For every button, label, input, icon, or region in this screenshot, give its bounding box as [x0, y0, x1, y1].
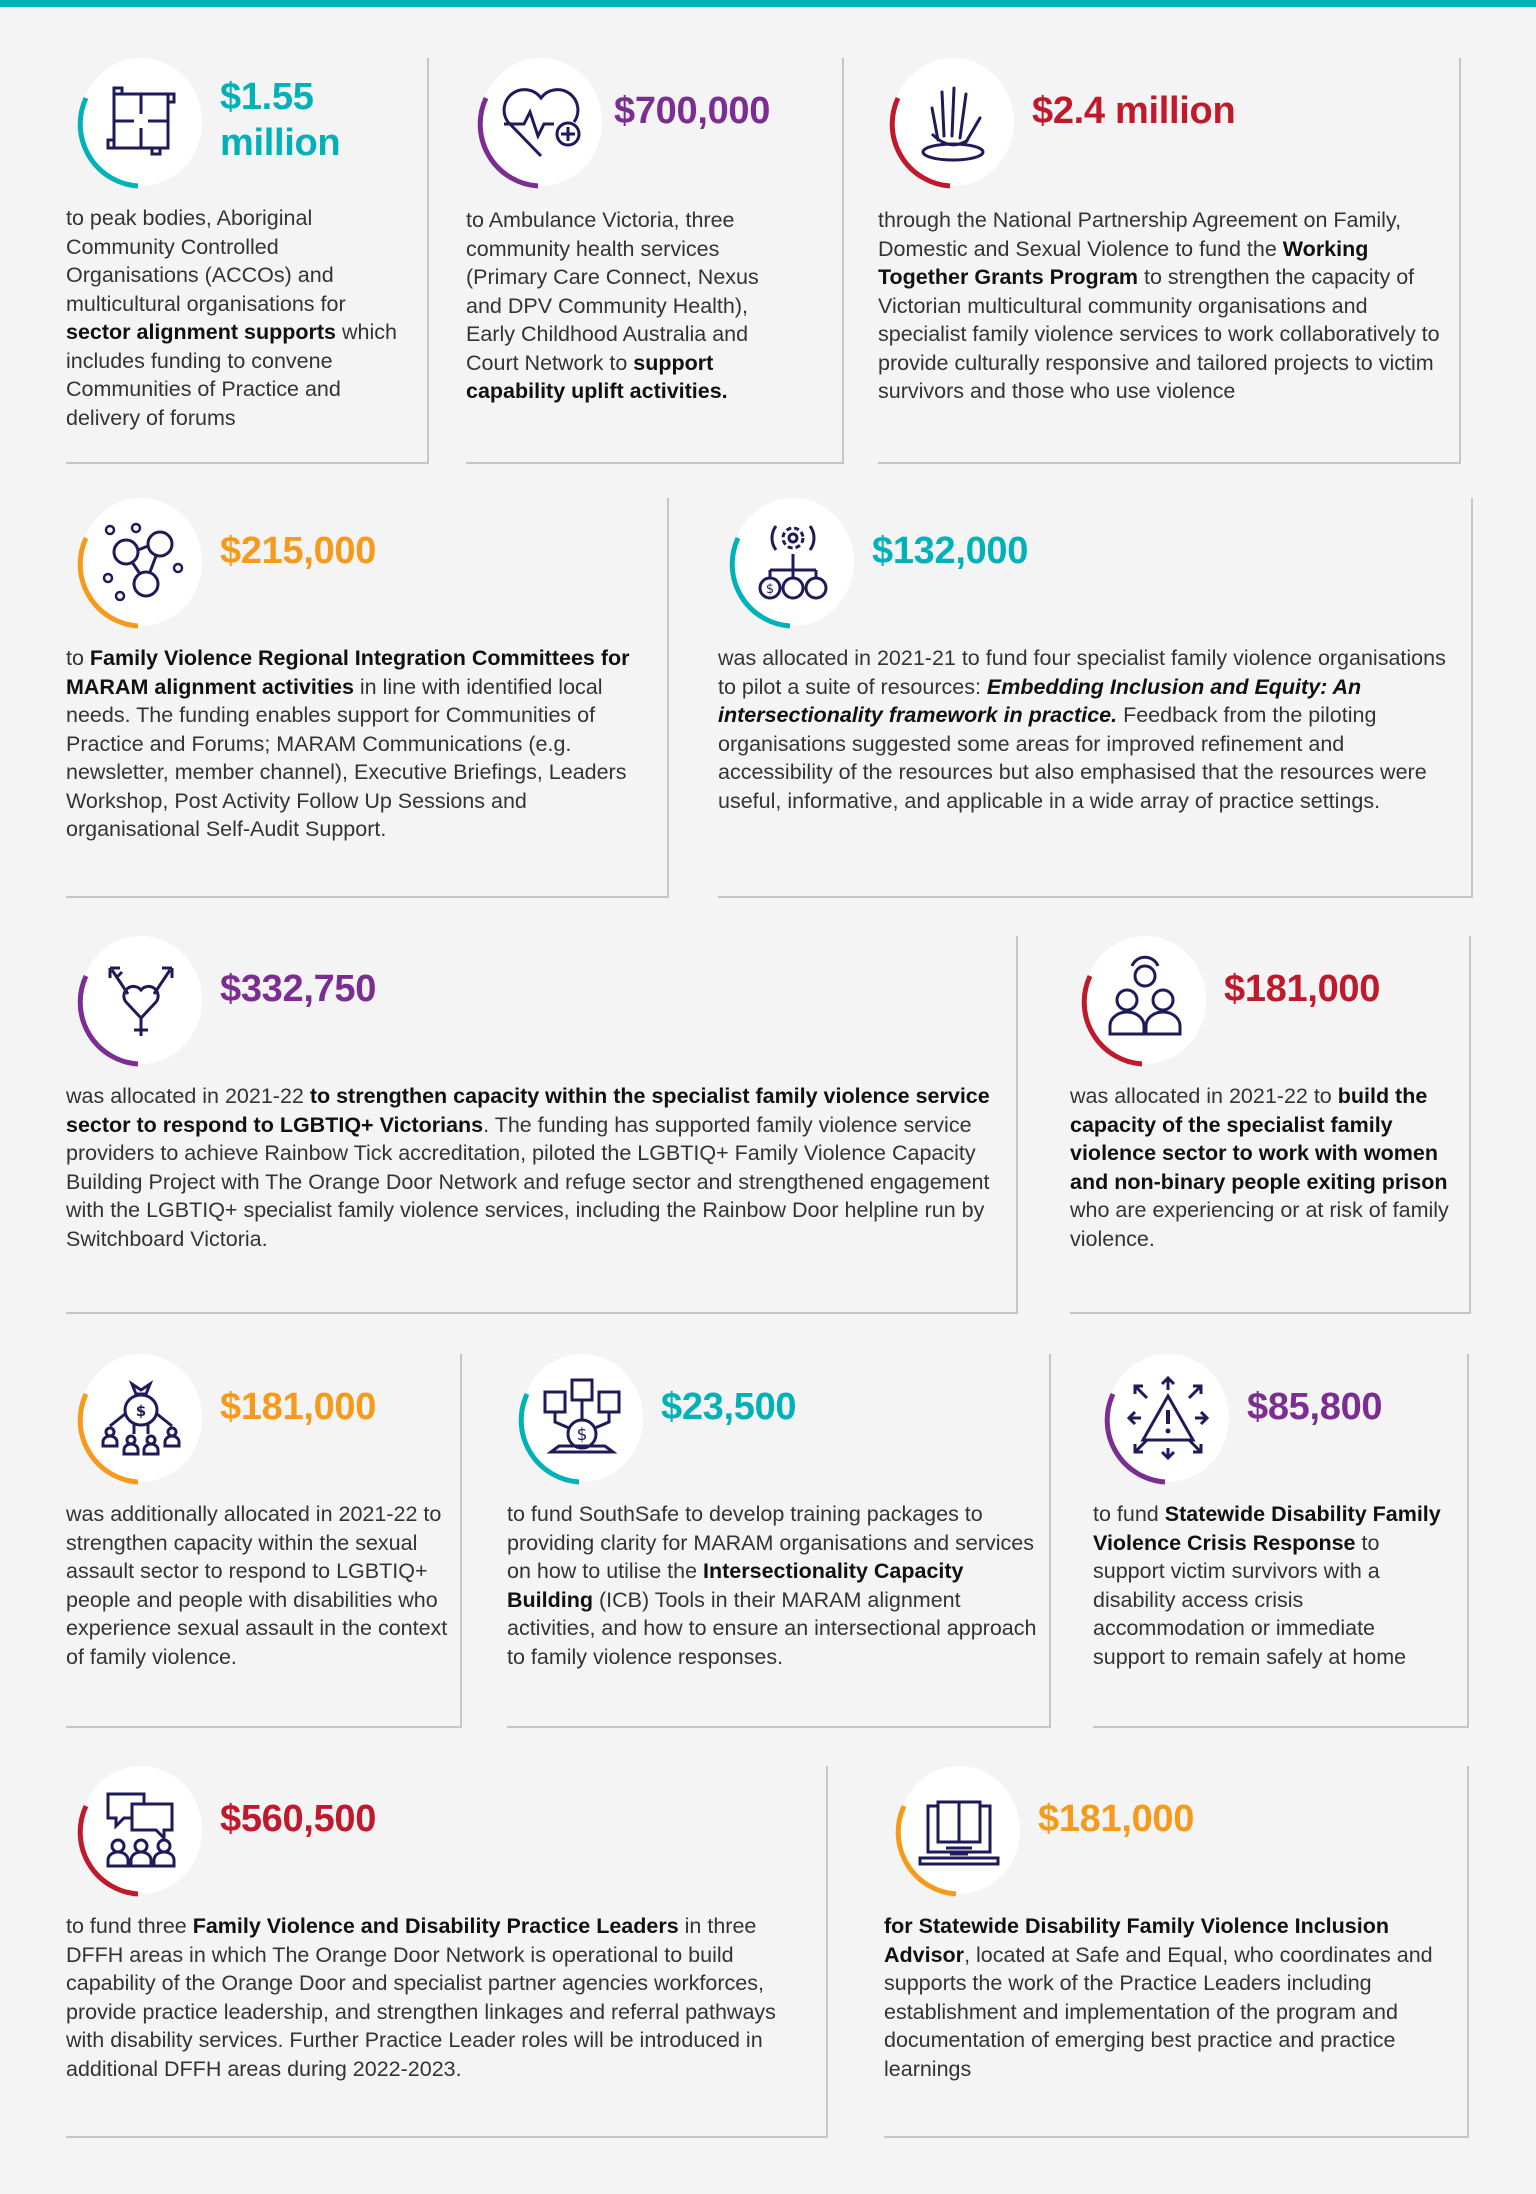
emphasis-text: Intersectionality Capacity Building [507, 1559, 964, 1612]
funding-card [66, 58, 429, 464]
warning-arrows-glyph [1125, 1372, 1211, 1462]
funding-description: to fund Statewide Disability Family Violence Crisis Response to support victim survivors with a disability access crisis accommodation or immediate support to remain safely at home [1093, 1502, 1441, 1669]
svg-text:$: $ [765, 582, 775, 597]
funding-description: to fund SouthSafe to develop training packages to providing clarity for MARAM organisations and services on how to utilise the Intersectionality Capacity Building (ICB) Tools in their MARAM alignment activities, and how to ensure an intersectional approach to family violence responses. [507, 1502, 1037, 1669]
funding-description: to peak bodies, Aboriginal Community Controlled Organisations (ACCOs) and multicultural organisations for sector alignment supports which includes funding to convene Communities of Practice and delivery of forums [66, 206, 397, 430]
laptop-book-icon [886, 1766, 1018, 1898]
funding-description: to Family Violence Regional Integration Committees for MARAM alignment activities in line with identified local needs. The funding enables support for Communities of Practice and Forums; MARAM Communications (e.g. newsletter, member channel), Executive Briefings, Leaders Workshop, Post Activity Follow Up Sessions and organisational Self-Audit Support. [66, 646, 630, 841]
amount-line-1: $1.55 [220, 76, 314, 118]
network-people-glyph [98, 516, 184, 606]
funding-description: through the National Partnership Agreement on Family, Domestic and Sexual Violence to fund the Working Together Grants Program to strengthen the capacity of Victorian multicultural community organisations and specialist family violence services to work collaboratively to provide culturally responsive and tailored projects to victim survivors and those who use violence [878, 208, 1440, 403]
emphasis-text: support capability uplift activities. [466, 350, 728, 403]
funding-card [507, 1354, 1051, 1728]
heart-pulse-plus-icon [468, 58, 600, 190]
money-bag-people-icon [68, 1354, 200, 1486]
network-people-icon [68, 498, 200, 630]
funding-amount: $700,000 [614, 90, 771, 132]
joined-hands-glyph [98, 76, 184, 166]
women-group-icon [1072, 936, 1204, 1068]
laptop-book-glyph [916, 1784, 1002, 1874]
funding-amount [220, 74, 380, 166]
amount-line-2: million [220, 122, 341, 164]
top-accent-bar [0, 0, 1536, 7]
funding-amount: $132,000 [872, 530, 1029, 572]
funding-amount: $181,000 [220, 1386, 377, 1428]
funding-description: to Ambulance Victoria, three community health services (Primary Care Connect, Nexus and DPV Community Health), Early Childhood Australia and Court Network to support capability uplift activities. [466, 208, 759, 403]
discussion-group-glyph [98, 1784, 184, 1874]
emphasis-text: Family Violence and Disability Practice Leaders [192, 1914, 679, 1938]
emphasis-text: for Statewide Disability Family Violence Inclusion Advisor [884, 1914, 1389, 1967]
funding-documents-glyph [539, 1372, 625, 1462]
funding-description: was allocated in 2021-22 to build the capacity of the specialist family violence sector to work with women and non-binary people exiting prison who are experiencing or at risk of family violence. [1070, 1084, 1449, 1251]
funding-description: to fund three Family Violence and Disability Practice Leaders in three DFFH areas in which The Orange Door Network is operational to build capability of the Orange Door and specialist partner agencies workforces, provide practice leadership, and strengthen linkages and referral pathways with disability services. Further Practice Leader roles will be introduced in additional DFFH areas during 2022-2023. [66, 1914, 776, 2081]
emphasis-text: Family Violence Regional Integration Committees for MARAM alignment activities [66, 646, 630, 699]
funding-amount: $560,500 [220, 1798, 377, 1840]
emphasis-text: sector alignment supports [66, 320, 336, 344]
funding-description: was allocated in 2021-21 to fund four specialist family violence organisations to pilot a suite of resources: Embedding Inclusion and Equity: An intersectionality framework in practice. Feedback from the piloting organisations suggested some areas for improved refinement and accessibility of the resources but also emphasised that the resources were useful, informative, and applicable in a wide array of practice settings. [718, 646, 1446, 813]
heart-pulse-plus-glyph [498, 76, 584, 166]
svg-text:$: $ [135, 1402, 147, 1420]
joined-hands-icon [68, 58, 200, 190]
gear-process-glyph [750, 516, 836, 606]
funding-amount: $181,000 [1038, 1798, 1195, 1840]
gear-process-icon [720, 498, 852, 630]
women-group-glyph [1102, 954, 1188, 1044]
funding-card [66, 936, 1018, 1314]
funding-description: was additionally allocated in 2021-22 to strengthen capacity within the sexual assault sector to respond to LGBTIQ+ people and people with disabilities who experience sexual assault in the context of family violence. [66, 1502, 448, 1669]
funding-amount: $332,750 [220, 968, 377, 1010]
funding-amount: $85,800 [1247, 1386, 1383, 1428]
funding-amount: $215,000 [220, 530, 377, 572]
emphasis-text: Embedding Inclusion and Equity: An intersectionality framework in practice. [718, 674, 1362, 727]
funding-card [1093, 1354, 1469, 1728]
discussion-group-icon [68, 1766, 200, 1898]
emphasis-text: build the capacity of the specialist family violence sector to work with women and non-binary people exiting prison [1070, 1084, 1448, 1194]
money-bag-people-glyph [98, 1372, 184, 1462]
funding-card [1070, 936, 1471, 1314]
warning-arrows-icon [1095, 1354, 1227, 1486]
funding-card [66, 1766, 828, 2138]
funding-documents-icon [509, 1354, 641, 1486]
gender-heart-icon [68, 936, 200, 1068]
funding-amount: $181,000 [1224, 968, 1381, 1010]
funding-description: for Statewide Disability Family Violence Inclusion Advisor, located at Safe and Equal, who coordinates and supports the work of the Practice Leaders including establishment and implementation of the program and documentation of emerging best practice and practice learnings [884, 1914, 1433, 2081]
emphasis-text: to strengthen capacity within the specialist family violence service sector to respond to LGBTIQ+ Victorians [66, 1084, 990, 1137]
raised-hand-glyph [910, 76, 996, 166]
funding-description: was allocated in 2021-22 to strengthen capacity within the specialist family violence service sector to respond to LGBTIQ+ Victorians. The funding has supported family violence service providers to achieve Rainbow Tick accreditation, piloted the LGBTIQ+ Family Violence Capacity Building Project with The Orange Door Network and refuge sector and strengthened engagement with the LGBTIQ+ specialist family violence services, including the Rainbow Door helpline run by Switchboard Victoria. [66, 1084, 990, 1251]
gender-heart-glyph [98, 954, 184, 1044]
funding-amount: $23,500 [661, 1386, 797, 1428]
funding-card [884, 1766, 1469, 2138]
emphasis-text: Working Together Grants Program [878, 236, 1369, 289]
funding-card [66, 1354, 462, 1728]
svg-text:$: $ [576, 1425, 588, 1445]
emphasis-text: Statewide Disability Family Violence Crisis Response [1093, 1502, 1441, 1555]
funding-card [66, 498, 669, 898]
raised-hand-icon [880, 58, 1012, 190]
funding-card [466, 58, 844, 464]
funding-card [718, 498, 1473, 898]
funding-card [878, 58, 1461, 464]
funding-amount: $2.4 million [1032, 90, 1236, 132]
